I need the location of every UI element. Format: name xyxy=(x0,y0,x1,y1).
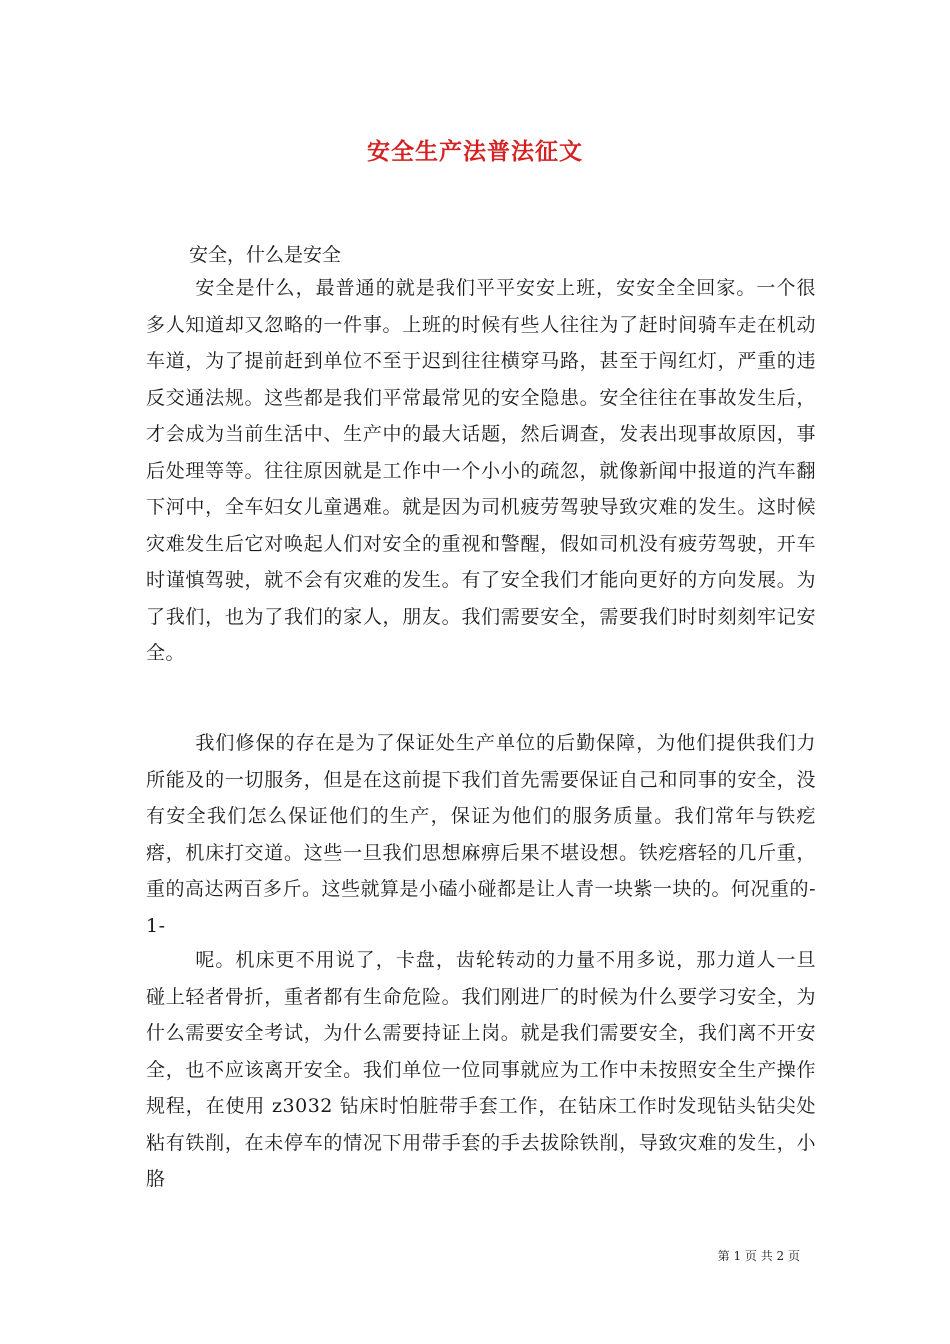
paragraph-2-block xyxy=(146,725,816,944)
document-title: 安全生产法普法征文 xyxy=(367,138,583,165)
paragraph-3: 呢。机床更不用说了，卡盘，齿轮转动的力量不用多说，那力道人一旦碰上轻者骨折，重者都有生命危险。我们刚进厂的时候为什么要学习安全，为什么需要安全考试，为什么需要持证上岗。就是我们需要安全，我们离不开安全，也不应该离开安全。我们单位一位同事就应为工作中未按照安全生产操作规程，在使用 z3032 钻床时怕脏带手套工作，在钻床工作时发现钻头钻尖处粘有铁削，在未停车的情况下用带手套的手去拔除铁削，导致灾难的发生，小胳 xyxy=(146,949,816,1190)
paragraph-1: 安全是什么，最普通的就是我们平平安安上班，安安全全回家。一个很多人知道却又忽略的一件事。上班的时候有些人往往为了赶时间骑车走在机动车道，为了提前赶到单位不至于迟到往往横穿马路，甚至于闯红灯，严重的违反交通法规。这些都是我们平常最常见的安全隐患。安全往往在事故发生后，才会成为当前生活中、生产中的最大话题，然后调查，发表出现事故原因，事后处理等等。往往原因就是工作中一个小小的疏忽，就像新闻中报道的汽车翻下河中，全车妇女儿童遇难。就是因为司机疲劳驾驶导致灾难的发生。这时候灾难发生后它对唤起人们对安全的重视和警醒，假如司机没有疲劳驾驶，开车时谨慎驾驶，就不会有灾难的发生。有了安全我们才能向更好的方向发展。为了我们，也为了我们的家人，朋友。我们需要安全，需要我们时时刻刻牢记安全。 xyxy=(146,277,816,664)
page-footer: 第 1 页 共 2 页 xyxy=(717,1249,800,1263)
paragraph-1-block xyxy=(146,270,816,672)
document-subtitle: 安全，什么是安全 xyxy=(189,244,342,266)
paragraph-2: 我们修保的存在是为了保证处生产单位的后勤保障，为他们提供我们力所能及的一切服务，但是在这前提下我们首先需要保证自己和同事的安全，没有安全我们怎么保证他们的生产，保证为他们的服务质量。我们常年与铁疙瘩，机床打交道。这些一旦我们思想麻痹后果不堪设想。铁疙瘩轻的几斤重，重的高达两百多斤。这些就算是小磕小碰都是让人青一块紫一块的。何况重的-1- xyxy=(146,732,816,937)
paragraph-3-block xyxy=(146,942,816,1198)
